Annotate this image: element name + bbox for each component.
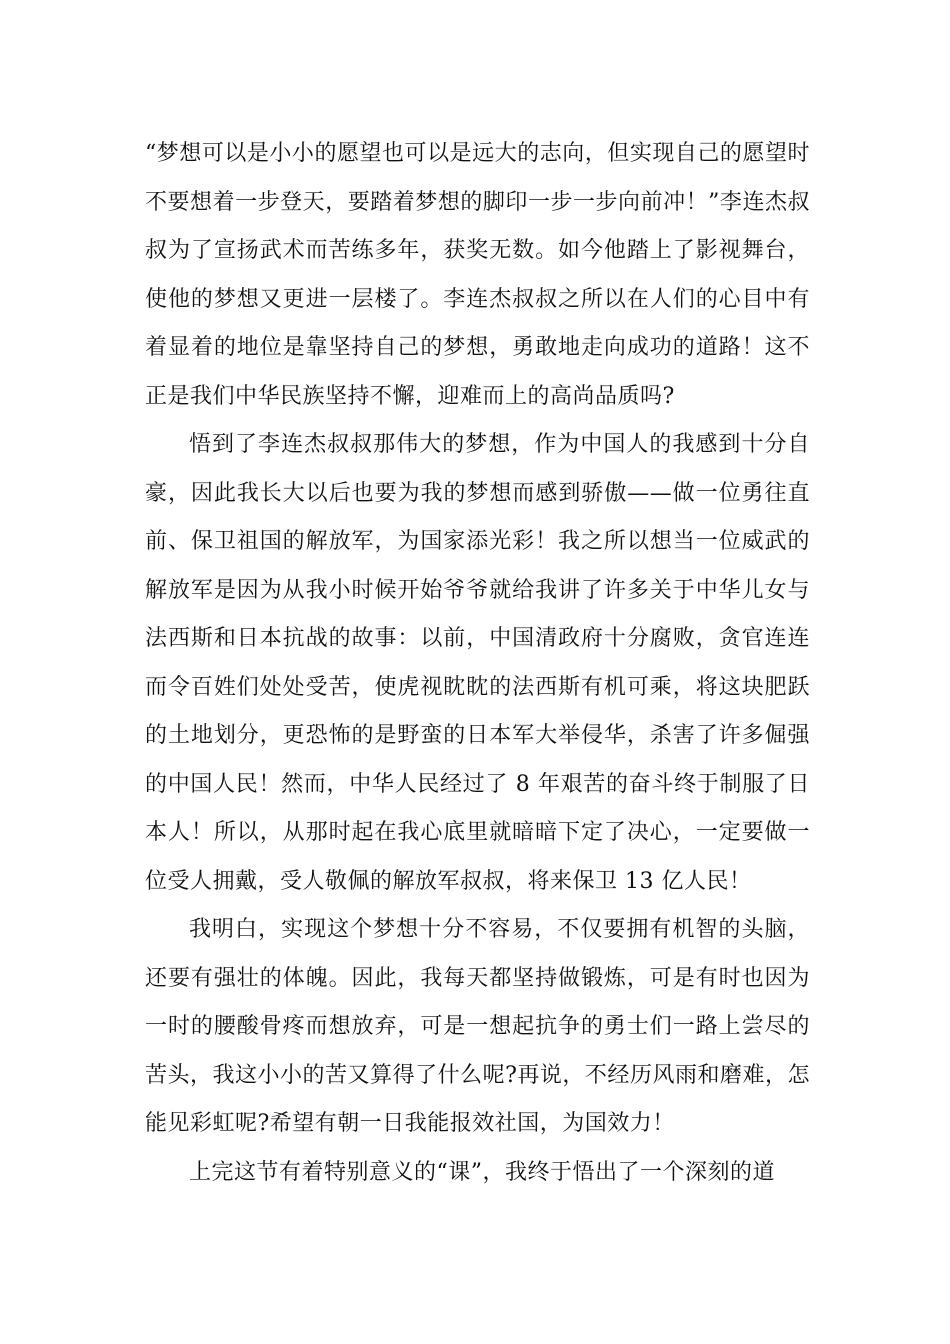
paragraph-2: 悟到了李连杰叔叔那伟大的梦想，作为中国人的我感到十分自豪，因此我长大以后也要为我的梦想而感到骄傲——做一位勇往直前、保卫祖国的解放军，为国家添光彩！我之所以想当一位威武的解放军是因为从我小时候开始爷爷就给我讲了许多关于中华儿女与法西斯和日本抗战的故事：以前，中国清政府十分腐败，贪官连连而令百姓们处处受苦，使虎视眈眈的法西斯有机可乘，将这块肥跃的土地划分，更恐怖的是野蛮的日本军大举侵华，杀害了许多倔强的中国人民！然而，中华人民经过了 8 年艰苦的奋斗终于制服了日本人！所以，从那时起在我心底里就暗暗下定了决心，一定要做一位受人拥戴，受人敬佩的解放军叔叔，将来保卫 13 亿人民！ bbox=[145, 432, 810, 894]
paragraph-1: “梦想可以是小小的愿望也可以是远大的志向，但实现自己的愿望时不要想着一步登天，要踏着梦想的脚印一步一步向前冲！”李连杰叔叔为了宣扬武术而苦练多年，获奖无数。如今他踏上了影视舞台，使他的梦想又更进一层楼了。李连杰叔叔之所以在人们的心目中有着显着的地位是靠坚持自己的梦想，勇敢地走向成功的道路！这不正是我们中华民族坚持不懈，迎难而上的高尚品质吗? bbox=[145, 141, 810, 409]
paragraph-3: 我明白，实现这个梦想十分不容易，不仅要拥有机智的头脑，还要有强壮的体魄。因此，我每天都坚持做锻炼，可是有时也因为一时的腰酸骨疼而想放弃，可是一想起抗争的勇士们一路上尝尽的苦头，我这小小的苦又算得了什么呢?再说，不经历风雨和磨难，怎能见彩虹呢?希望有朝一日我能报效社国，为国效力！ bbox=[145, 917, 810, 1136]
document-body bbox=[145, 130, 810, 1197]
paragraph-4: 上完这节有着特别意义的“课”，我终于悟出了一个深刻的道 bbox=[189, 1159, 775, 1185]
